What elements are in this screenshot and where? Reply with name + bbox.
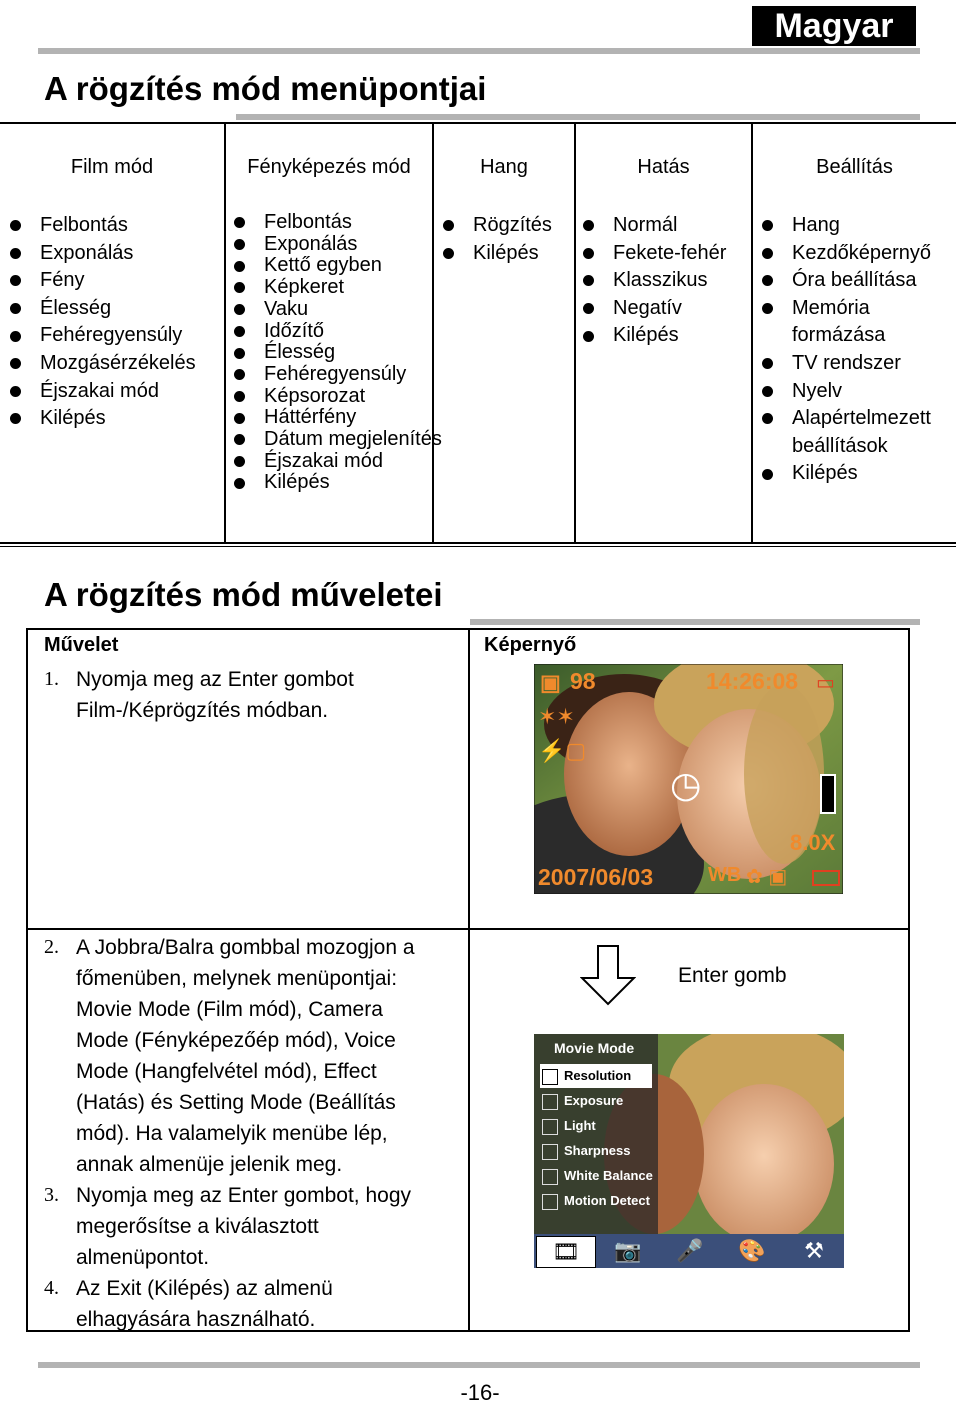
- camera-screen-preview: [534, 664, 843, 894]
- menu-table: [0, 122, 960, 546]
- menu-item: Alapértelmezett beállítások: [792, 405, 960, 460]
- menu-item: Vaku: [264, 299, 442, 321]
- bullet-icon: [10, 331, 21, 342]
- bullet-icon: [583, 248, 594, 259]
- menu-option[interactable]: White Balance: [540, 1164, 652, 1188]
- menu-item: Fehéregyensúly: [40, 322, 196, 350]
- bullet-icon: [234, 369, 245, 380]
- bullet-icon: [234, 326, 245, 337]
- setting-mode-icon[interactable]: ⚒: [804, 1238, 824, 1263]
- page-title: A rögzítés mód menüpontjai: [44, 70, 487, 107]
- option-icon: [542, 1069, 558, 1085]
- camera-icon-osd: ▣: [540, 670, 561, 695]
- menu-item: Háttérfény: [264, 407, 442, 429]
- step-number: 1.: [44, 668, 59, 690]
- bullet-icon: [762, 275, 773, 286]
- menu-list-film: [40, 212, 196, 433]
- zoom-bar: [820, 774, 836, 814]
- menu-item: Éjszakai mód: [40, 378, 196, 406]
- section-title: A rögzítés mód műveletei: [44, 576, 443, 613]
- menu-item: Rögzítés: [473, 212, 552, 240]
- bullet-icon: [234, 239, 245, 250]
- bullet-icon: [10, 386, 21, 397]
- shots-remaining: 98: [570, 668, 596, 694]
- menu-item: Exponálás: [40, 240, 196, 268]
- menu-item: Képsorozat: [264, 386, 442, 408]
- osd-time: 14:26:08: [706, 668, 799, 694]
- menu-item: Képkeret: [264, 277, 442, 299]
- step-3: 3. Nyomja meg az Enter gombot, hogy megerősítse a kiválasztott almenüpontot.: [76, 1180, 411, 1273]
- bullet-icon: [234, 348, 245, 359]
- bullet-icon: [10, 275, 21, 286]
- menu-item: Kilépés: [473, 240, 552, 268]
- bullet-icon: [762, 303, 773, 314]
- bullet-icon: [234, 304, 245, 315]
- menu-option[interactable]: Light: [540, 1114, 652, 1138]
- movie-mode-menu-screen: [534, 1034, 844, 1268]
- bullet-icon: [583, 331, 594, 342]
- column-heading: Film mód: [70, 156, 154, 178]
- menu-option[interactable]: Motion Detect: [540, 1189, 652, 1213]
- menu-item: Kilépés: [264, 472, 442, 494]
- section-rule: [470, 619, 920, 625]
- step-number: 3.: [44, 1184, 59, 1206]
- menu-item: Felbontás: [264, 212, 442, 234]
- menu-item-list: [540, 1064, 652, 1214]
- menu-item: Kilépés: [792, 460, 960, 488]
- menu-title: Movie Mode: [554, 1040, 635, 1056]
- menu-item: Memória formázása: [792, 295, 960, 350]
- menu-item: Élesség: [40, 295, 196, 323]
- menu-item: Kettő egyben: [264, 255, 442, 277]
- menu-item: Kilépés: [40, 405, 196, 433]
- menu-item: Mozgásérzékelés: [40, 350, 196, 378]
- menu-list-camera: [264, 212, 442, 494]
- bullet-icon: [10, 358, 21, 369]
- bullet-icon: [234, 261, 245, 272]
- bullet-icon: [10, 248, 21, 259]
- menu-item: Élesség: [264, 342, 442, 364]
- menu-option[interactable]: Exposure: [540, 1089, 652, 1113]
- column-heading: Fényképezés mód: [247, 156, 411, 178]
- step-1: 1. Nyomja meg az Enter gombot Film-/Képrögzítés módban.: [76, 664, 354, 726]
- card-icon: ▭: [816, 672, 835, 694]
- option-icon: [542, 1094, 558, 1110]
- bullet-icon: [234, 217, 245, 228]
- bullet-icon: [762, 248, 773, 259]
- bullet-icon: [234, 456, 245, 467]
- menu-item: Felbontás: [40, 212, 196, 240]
- bullet-icon: [443, 248, 454, 259]
- menu-option[interactable]: Sharpness: [540, 1139, 652, 1163]
- white-balance-indicator: WB: [708, 864, 742, 886]
- menu-item: Klasszikus: [613, 267, 726, 295]
- zoom-level: 8.0X: [790, 830, 836, 855]
- menu-list-voice: [473, 212, 552, 267]
- column-heading-screen: Képernyő: [484, 634, 577, 656]
- menu-item: TV rendszer: [792, 350, 960, 378]
- step-number: 2.: [44, 936, 59, 958]
- macro-icon: ✿ ▣: [746, 866, 788, 888]
- bullet-icon: [762, 469, 773, 480]
- bullet-icon: [762, 358, 773, 369]
- menu-option[interactable]: Resolution: [540, 1064, 652, 1088]
- bullet-icon: [234, 413, 245, 424]
- menu-item: Éjszakai mód: [264, 451, 442, 473]
- bullet-icon: [10, 220, 21, 231]
- step-number: 4.: [44, 1277, 59, 1299]
- column-heading: Beállítás: [816, 156, 893, 178]
- bullet-icon: [762, 220, 773, 231]
- footer-rule: [38, 1362, 920, 1368]
- page-number: -16-: [460, 1380, 500, 1405]
- menu-item: Fény: [40, 267, 196, 295]
- bullet-icon: [10, 303, 21, 314]
- bullet-icon: [762, 386, 773, 397]
- menu-list-effect: [613, 212, 726, 350]
- voice-mode-icon[interactable]: 🎤: [676, 1238, 704, 1263]
- bullet-icon: [762, 413, 773, 424]
- menu-item: Fekete-fehér: [613, 240, 726, 268]
- column-heading-action: Művelet: [44, 634, 119, 656]
- menu-item: Exponálás: [264, 234, 442, 256]
- enter-button-label: Enter gomb: [678, 964, 787, 987]
- menu-item: Dátum megjelenítés: [264, 429, 442, 451]
- bullet-icon: [583, 220, 594, 231]
- flash-icon: ⚡▢: [538, 738, 587, 763]
- arrow-down-icon: [580, 944, 636, 1006]
- stars-icon: ✶✶: [538, 704, 575, 729]
- menu-item: Kezdőképernyő: [792, 240, 960, 268]
- camera-mode-icon[interactable]: 📷: [614, 1238, 642, 1263]
- menu-list-setting: [792, 212, 960, 488]
- option-icon: [542, 1169, 558, 1185]
- menu-item: Normál: [613, 212, 726, 240]
- mode-icon-bar: [534, 1234, 844, 1268]
- bullet-icon: [234, 478, 245, 489]
- bullet-icon: [234, 282, 245, 293]
- header-rule: [38, 48, 920, 54]
- menu-item: Fehéregyensúly: [264, 364, 442, 386]
- menu-item: Hang: [792, 212, 960, 240]
- movie-mode-icon[interactable]: 🎞: [536, 1236, 596, 1268]
- effect-mode-icon[interactable]: 🎨: [738, 1238, 766, 1263]
- menu-item: Óra beállítása: [792, 267, 960, 295]
- menu-item: Negatív: [613, 295, 726, 323]
- bullet-icon: [443, 220, 454, 231]
- step-4: 4. Az Exit (Kilépés) az almenü elhagyására használható.: [76, 1273, 333, 1335]
- title-rule: [236, 114, 920, 120]
- option-icon: [542, 1144, 558, 1160]
- battery-icon: [812, 870, 840, 886]
- bullet-icon: [583, 275, 594, 286]
- option-icon: [542, 1194, 558, 1210]
- timer-icon: ◷: [670, 764, 702, 805]
- menu-item: Időzítő: [264, 321, 442, 343]
- bullet-icon: [234, 434, 245, 445]
- step-2: 2. A Jobbra/Balra gombbal mozogjon a főmenüben, melynek menüpontjai: Movie Mode (Film mód), Camera Mode (Fényképezőép mód), Voice Mode (Hangfelvétel mód), Effect (Hatás) és Setting Mode (Beállítás mód). Ha valamelyik menübe lép, annak almenüje jelenik meg.: [76, 932, 415, 1180]
- menu-item: Kilépés: [613, 322, 726, 350]
- column-heading: Hatás: [637, 156, 690, 178]
- language-badge: Magyar: [752, 6, 916, 46]
- column-heading: Hang: [480, 156, 528, 178]
- operations-table: [26, 628, 910, 1332]
- option-icon: [542, 1119, 558, 1135]
- osd-date: 2007/06/03: [538, 864, 654, 890]
- bullet-icon: [583, 303, 594, 314]
- bullet-icon: [234, 391, 245, 402]
- menu-item: Nyelv: [792, 378, 960, 406]
- bullet-icon: [10, 413, 21, 424]
